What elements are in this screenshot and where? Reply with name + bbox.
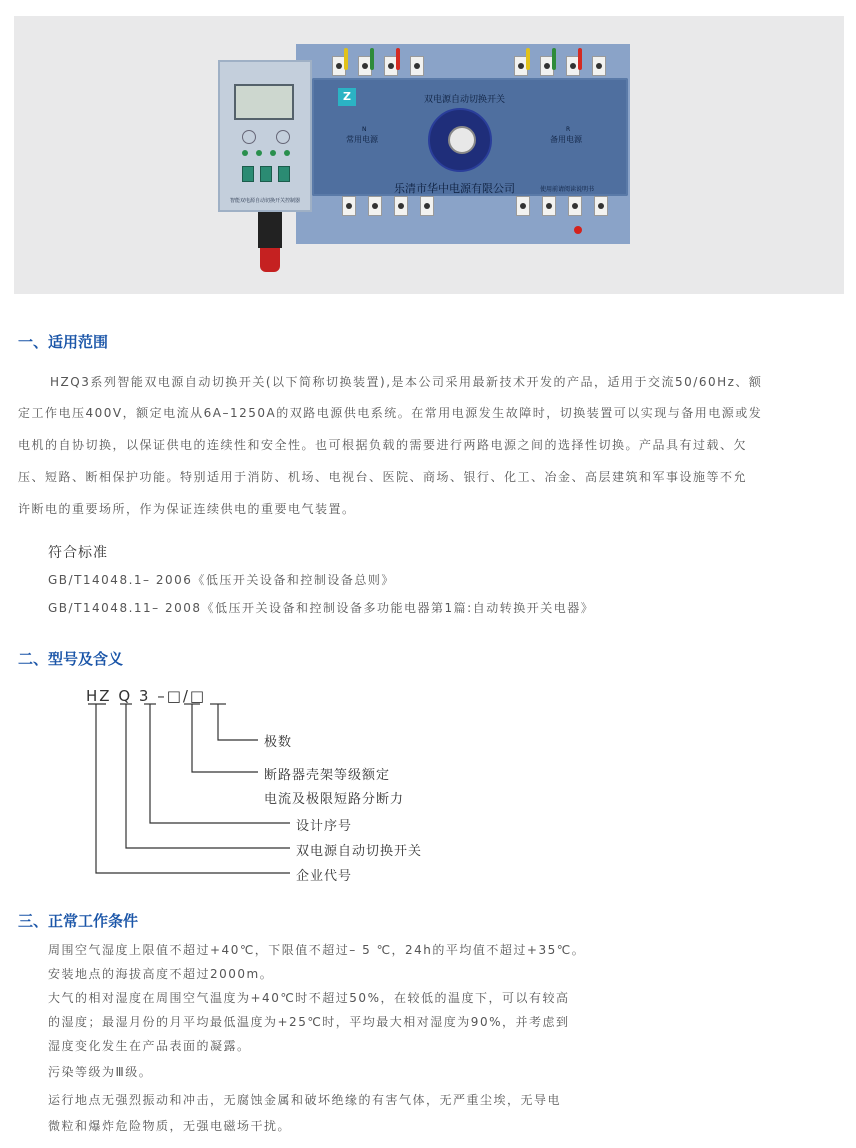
status-led	[270, 150, 276, 156]
red-wire	[578, 48, 582, 70]
terminal	[516, 196, 530, 216]
green-wire	[370, 48, 374, 70]
condition-line: 安装地点的海拔高度不超过2000m。	[48, 967, 274, 981]
lcd-display	[234, 84, 294, 120]
condition-line: 污染等级为Ⅲ级。	[48, 1065, 153, 1079]
condition-line: 运行地点无强烈振动和冲击，无腐蚀金属和破坏绝缘的有害气体，无严重尘埃，无导电	[48, 1093, 562, 1107]
yellow-wire	[526, 48, 530, 70]
model-code: HZ Q 3 –□/□	[86, 687, 207, 705]
scope-line: 定工作电压400V，额定电流从6A–1250A的双路电源供电系统。在常用电源发生故障时，切换装置可以实现与备用电源或发	[18, 406, 763, 420]
legend-design-number: 设计序号	[296, 819, 353, 834]
yellow-wire	[344, 48, 348, 70]
controller-button	[242, 130, 256, 144]
legend-company-code: 企业代号	[296, 869, 353, 884]
terminal	[568, 196, 582, 216]
manual-notice: 使用前请阅读说明书	[540, 186, 595, 193]
company-nameplate: 乐清市华中电源有限公司	[394, 182, 515, 195]
legend-breaking-capacity: 电流及极限短路分断力	[264, 792, 405, 807]
legend-product-type: 双电源自动切换开关	[296, 844, 423, 859]
scope-line: HZQ3系列智能双电源自动切换开关(以下简称切换装置),是本公司采用最新技术开发的产品，适用于交流50/60Hz、额	[50, 375, 763, 389]
backup-power-label: 备用电源	[550, 135, 582, 144]
top-terminal-strip	[318, 48, 624, 78]
connector-cap	[260, 248, 280, 272]
terminal	[410, 56, 424, 76]
terminal	[594, 196, 608, 216]
green-wire	[552, 48, 556, 70]
ground-indicator	[574, 226, 582, 234]
condition-line: 大气的相对湿度在周围空气温度为+40℃时不超过50%，在较低的温度下，可以有较高	[48, 991, 570, 1005]
terminal	[592, 56, 606, 76]
status-led	[242, 150, 248, 156]
legend-frame-rating: 断路器壳架等级额定	[264, 768, 391, 783]
legend-poles: 极数	[264, 735, 293, 750]
normal-power-label: 常用电源	[346, 135, 378, 144]
standards-title: 符合标准	[48, 545, 108, 561]
condition-line: 湿度变化发生在产品表面的凝露。	[48, 1039, 251, 1053]
n-label: N	[362, 126, 367, 133]
scope-line: 压、短路、断相保护功能。特别适用于消防、机场、电视台、医院、商场、银行、化工、冶金、高层建筑和军事设施等不允	[18, 470, 748, 484]
terminal	[394, 196, 408, 216]
section-title-model: 二、型号及含义	[18, 650, 124, 668]
section-title-scope: 一、适用范围	[18, 333, 109, 351]
mode-key	[242, 166, 254, 182]
controller-button	[276, 130, 290, 144]
scope-line: 电机的自协切换，以保证供电的连续性和安全性。也可根据负载的需要进行两路电源之间的选择性切换。产品具有过载、欠	[18, 438, 748, 452]
terminal	[542, 196, 556, 216]
standard-item: GB/T14048.1– 2006《低压开关设备和控制设备总则》	[48, 573, 395, 587]
condition-line: 的湿度；最湿月份的月平均最低温度为+25℃时，平均最大相对湿度为90%，并考虑到	[48, 1015, 570, 1029]
mode-key	[278, 166, 290, 182]
r-label: R	[566, 126, 571, 133]
scope-line: 许断电的重要场所，作为保证连续供电的重要电气装置。	[18, 502, 356, 516]
knob-center	[448, 126, 476, 154]
condition-line: 周围空气湿度上限值不超过+40℃，下限值不超过– 5 ℃，24h的平均值不超过+35℃。	[48, 943, 586, 957]
connector-plug	[258, 212, 282, 248]
terminal	[368, 196, 382, 216]
controller-label: 智能双电源自动切换开关控制器	[229, 198, 300, 204]
condition-line: 微粒和爆炸危险物质，无强电磁场干扰。	[48, 1119, 292, 1133]
status-led	[284, 150, 290, 156]
bottom-terminal-strip	[320, 192, 620, 216]
red-wire	[396, 48, 400, 70]
status-led	[256, 150, 262, 156]
switch-title: 双电源自动切换开关	[424, 95, 506, 105]
section-title-conditions: 三、正常工作条件	[18, 912, 139, 930]
mode-key	[260, 166, 272, 182]
standard-item: GB/T14048.11– 2008《低压开关设备和控制设备多功能电器第1篇:自动转换开关电器》	[48, 601, 595, 615]
terminal	[420, 196, 434, 216]
company-logo: Z	[338, 88, 356, 106]
terminal	[342, 196, 356, 216]
controller-module	[218, 60, 312, 212]
